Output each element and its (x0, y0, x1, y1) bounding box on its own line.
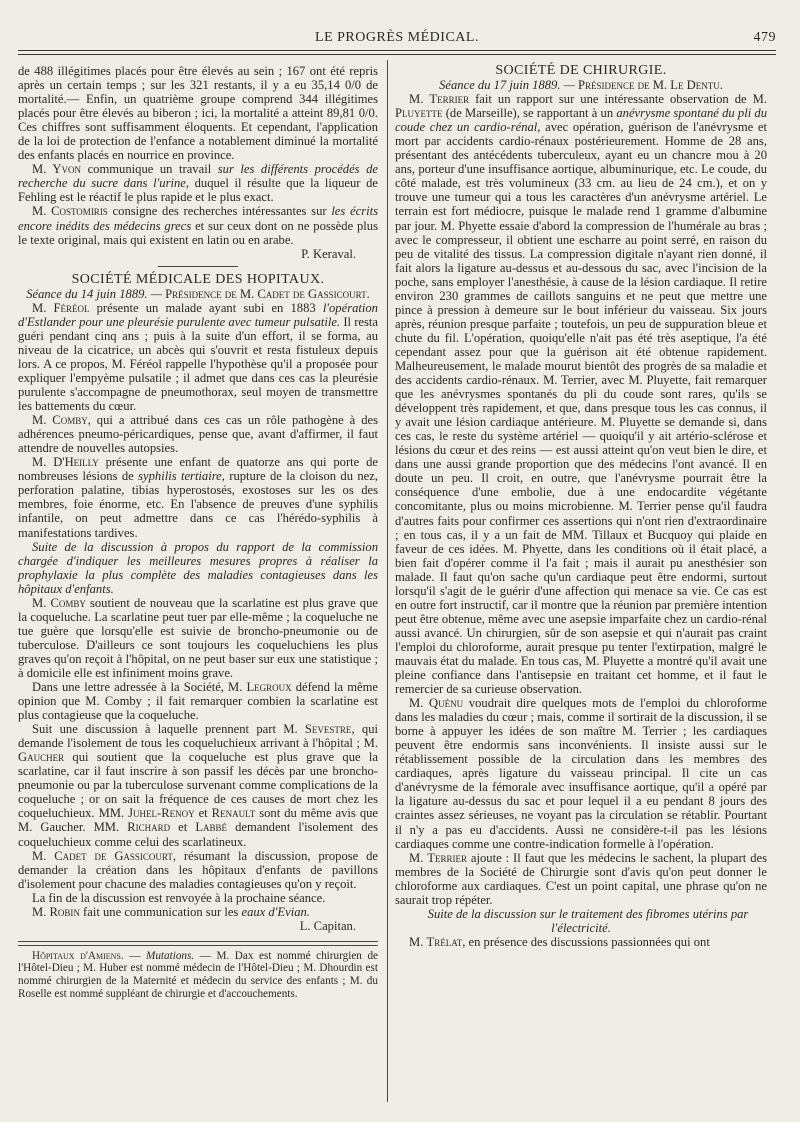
author-name: Trélat (426, 934, 463, 949)
paragraph: M. D'Heilly présente une enfant de quatorze ans qui porte de nombreuses lésions de syphilis tertiaire, rupture de la cloison du nez, perforation palatine, tibias hyperostosés, exostoses sur les os des membres, foie énorme, etc. En l'absence de preuves d'une syphilis infantile, on peut admettre dans ce cas l'hérédo-syphilis à manifestations tardives. (18, 455, 379, 540)
paragraph: M. Quénu voudrait dire quelques mots de l'emploi du chloroforme dans les maladies du cœur ; mais, comme il sortirait de la discussion, il se borne à appuyer les idées de son maître M. Terrier ; les cardiaques peuvent être endormis sans inconvénients. Il insiste aussi sur le rétablissement possible de la circulation dans les membres des cardiaques, après ligature du vaisseau principal. Il cite un cas d'anévrysme de la fémorale avec insuffisance aortique, qu'il a opéré par la ligature au-dessus du sac et pour lequel il a eu pendant 8 jours des craintes assez sérieuses, ne voyant pas la circulation se rétablir. Pourtant il n'y a pas eu d'accidents. Aussi ne considère-t-il pas les lésions cardiaques comme une contre-indication formelle à l'opération. (395, 696, 767, 851)
paragraph: M. Costomiris consigne des recherches intéressantes sur les écrits encore inédits des médecins grecs et sur ceux dont on ne possède plus le texte original, mais qui existent en latin ou en arabe. (18, 204, 379, 247)
discussion-heading: Suite de la discussion sur le traitement des fibromes utérins par l'électricité. (427, 906, 749, 935)
author-name: Terrier (427, 850, 467, 865)
paragraph: M. Comby soutient de nouveau que la scarlatine est plus grave que la coqueluche. La scarlatine peut tuer par elle-même ; la coqueluche ne tue guère que lorsqu'elle est suivie de broncho-pneumonie ou de tuberculose. D'ailleurs ce sont toujours les coqueluchiens les plus graves qu'on reçoit à l'hôpital, on ne peut baser sur eux une statistique ; à domicile elle est infiniment moins grave. (18, 595, 378, 680)
running-header (18, 28, 776, 48)
author-name: M. Féréol (32, 300, 90, 315)
footnote-rule-thin (18, 945, 378, 946)
paragraph: M. Yvon communique un travail sur les différents procédés de recherche du sucre dans l'urine, duquel il résulte que la liqueur de Fehling est le réactif le plus rapide et le plus exact. (18, 162, 379, 205)
author-name: M. Cadet de Gassicourt (32, 848, 173, 863)
author-name: M. Comby (32, 413, 88, 428)
section-title: SOCIÉTÉ MÉDICALE DES HOPITAUX. (71, 271, 325, 287)
author-name: M. Comby (32, 595, 86, 610)
signature: L. Capitan. (299, 918, 356, 933)
column-divider (387, 60, 388, 1102)
news-item: Hôpitaux d'Amiens. — Mutations. — M. Dax est nommé chirurgien de l'Hôtel-Dieu ; M. Huber est nommé médecin de l'Hôtel-Dieu ; M. Dhourdin est nommé chirurgien de la Maternité et médecin du service des enfants ; M. du Roselle est nommé suppléant de chirurgie et d'accouchements. (18, 949, 379, 1000)
section-subtitle: Séance du 17 juin 1889. — Présidence de M. Le Dentu. (439, 78, 723, 93)
author-name: Quénu (429, 696, 464, 711)
header-rule (18, 50, 776, 51)
paragraph: M. Terrier fait un rapport sur une intéressante observation de M. Pluyette (de Marseille), se rapportant à un anévrysme spontané du pli du coude chez un cardio-rénal, avec opération, guérison de l'anévrysme et mort par accidents cardio-rénaux postérieurement. Homme de 28 ans, présentant des antécédents tuberculeux, ayant eu un chancre mou à 20 ans, porteur d'une insuffisance aortique, albuminurique, etc. Le coude, du côté malade, est très volumineux (33 cm. au lieu de 24 cm.), et on y trouve une tumeur qui a tous les caractères d'un anévrysme artériel. Le terrain est fort médiocre, puisque le malade rend 1 gramme d'albumine par jour. M. Phyette essaie d'abord la compression de l'humérale au bras ; avec le compresseur, il obtient une escharre au point serré, en raison du peu de vitalité des tissus. La compression digitale n'ayant rien donné, il fait alors la ligature au-dessus et au-dessous du sac, avec l'incision de la poche, sans employer l'anesthésie, à cause de la lésion cardiaque. Il retire environ 230 grammes de caillots sanguins et ne peut que mettre une pince à pression à demeure sur le bout inférieur du vaisseau. Six jours après, réunion presque parfaite ; toutefois, un peu de suppuration bleue et chute du fil. L'opération, quoiqu'elle n'ait pas été très aseptique, l'a été cependant assez pour que la guérison ait été obtenue rapidement. Malheureusement, le malade mourut bientôt des progrès de sa maladie et des accidents cardio-rénaux. M. Terrier, avec M. Pluyette, fait remarquer que les anévrysmes spontanés du pli du coude sont rares, qu'ils se développent très rapidement, et que, dans presque tous les cas connus, il y avait une lésion cardiaque antérieure. M. Pluyette se demande si, dans ces cas, le reste du système artériel — quoiqu'il y ait artério-sclérose et lésions du cœur et des reins — est aussi atteint qu'on veut bien le dire, et dans une aussi grande proportion que des médecins l'ont avancé. Il en doute un peu. Il croit, en outre, que l'anévrysme pourrait être la conséquence d'une embolie, due à une endocardite végétante concomitante, plus ou moins microbienne. M. Terrier pense qu'il faudra d'autres faits pour confirmer ces assertions qui n'ont rien d'extraordinaire ; en tous cas, il y a un fait de MM. Tillaux et Bucquoy qui plaide en faveur de ces idées. M. Phyette, dans les conditions où il était placé, a bien fait d'opérer comme il l'a fait ; mais il aurait pu anesthésier son malade. Il faut qu'on sache qu'un cardiaque peut être endormi, surtout lorsqu'il s'agit de le guérir d'une affection qui menace sa vie. Ce cas est en outre fort instructif, car il montre que la réunion par première intention peut être obtenue, même avec une asepsie imparfaite chez un cardio-rénal aussi avancé. Un chirurgien, sûr de son asepsie et qui n'aurait pas craint l'emploi du chloroforme, aurait presque pu tenter l'extirpation, malgré le mauvais état du malade. En tous cas, M. Pluyette a montré qu'il avait une pleine confiance dans l'antisepsie en traitant cet homme, et il faut le remercier de sa curieuse observation. (395, 92, 767, 697)
paragraph: M. Robin fait une communication sur les eaux d'Evian. (32, 904, 310, 919)
section-title: SOCIÉTÉ DE CHIRURGIE. (495, 63, 667, 78)
author-name: M. Robin (32, 904, 80, 919)
author-name: Terrier (429, 92, 470, 107)
author-name: M. Yvon (32, 162, 82, 177)
paragraph: de 488 illégitimes placés pour être élevés au sein ; 167 ont été repris après un certain temps ; sur les 321 restants, il y a eu 35,14 0/0 de mortalité.— Enfin, un quatrième groupe comprend 344 illégitimes placés pour être élevés au biberon ; ici, la mortalité a atteint 89,81 0/0. Ces chiffres sont suffisamment éloquents. Et cependant, l'application de la loi de protection de l'enfance a notablement diminué la mortalité des enfants placés en nourrice en province. (18, 64, 378, 163)
left-column (18, 64, 378, 1000)
page-number: 479 (753, 30, 776, 45)
right-column (395, 64, 767, 949)
section-subtitle: Séance du 14 juin 1889. — Présidence de M. Cadet de Gassicourt. (26, 286, 370, 301)
paragraph: Dans une lettre adressée à la Société, M. Legroux défend la même opinion que M. Comby ; il fait remarquer combien la scarlatine est plus contagieuse que la coqueluche. (18, 680, 378, 723)
paragraph: M. Trélat, en présence des discussions passionnées qui ont (409, 934, 710, 949)
signature: P. Keraval. (301, 246, 356, 261)
paragraph: La fin de la discussion est renvoyée à la prochaine séance. (32, 890, 326, 905)
header-rule-thin (18, 54, 776, 55)
author-name: M. Legroux (228, 680, 292, 695)
footnote-rule (18, 941, 378, 942)
author-name: M. D'Heilly (32, 455, 99, 470)
paragraph: M. Cadet de Gassicourt, résumant la discussion, propose de demander la création dans les hôpitaux d'enfants de pavillons d'isolement pour chacune des maladies contagieuses qu'on y reçoit. (18, 848, 379, 891)
journal-title: LE PROGRÈS MÉDICAL. (315, 30, 479, 45)
paragraph: M. Féréol présente un malade ayant subi en 1883 l'opération d'Estlander pour une pleurésie purulente avec tumeur pulsatile. Il resta guéri pendant cinq ans ; puis à la suite d'un effort, il se forma, au niveau de la cicatrice, un abcès qui s'ouvrit et resta fistuleux depuis lors. A ce propos, M. Féréol rappelle l'hypothèse qu'il a proposée pour expliquer l'empyème pulsatile ; il admet que dans ces cas la pleurésie purulente s'accompagne de pneumothorax, seul moyen de transmettre les battements du cœur. (18, 300, 378, 414)
paragraph: M. Terrier ajoute : Il faut que les médecins le sachent, la plupart des membres de la Société de Chirurgie sont d'avis qu'on peut donner le chloroforme aux cardiaques. C'est un point capital, une phrase qu'on ne saurait trop répéter. (395, 850, 767, 907)
paragraph: M. Comby, qui a attribué dans ces cas un rôle pathogène à des adhérences pneumo-péricardiques, pense que, avant d'affirmer, il faut attendre de nouvelles autopsies. (18, 413, 378, 456)
section-rule (158, 266, 238, 267)
paragraph: Suit une discussion à laquelle prennent part M. Sevestre, qui demande l'isolement de tous les coqueluchieux arrivant à l'hôpital ; M. Gaucher qui soutient que la coqueluche est plus grave que la scarlatine, car il faut inscrire à son passif les décès par une broncho-pneumonie ou par la tuberculose survenant comme complications de la coqueluche ; or on sait la fréquence de ces causes de mort chez les coqueluchieux. MM. Juhel-Renoy et Renault sont du même avis que M. Gaucher. MM. Richard et Labbé demandent l'isolement des coqueluchieux comme celui des scarlatineux. (18, 722, 378, 849)
author-name: M. Costomiris (32, 204, 108, 219)
discussion-heading: Suite de la discussion à propos du rapport de la commission chargée d'indiquer les meilleures mesures propres à réaliser la prophylaxie la plus complète des maladies contagieuses dans les hôpitaux d'enfants. (18, 539, 378, 596)
